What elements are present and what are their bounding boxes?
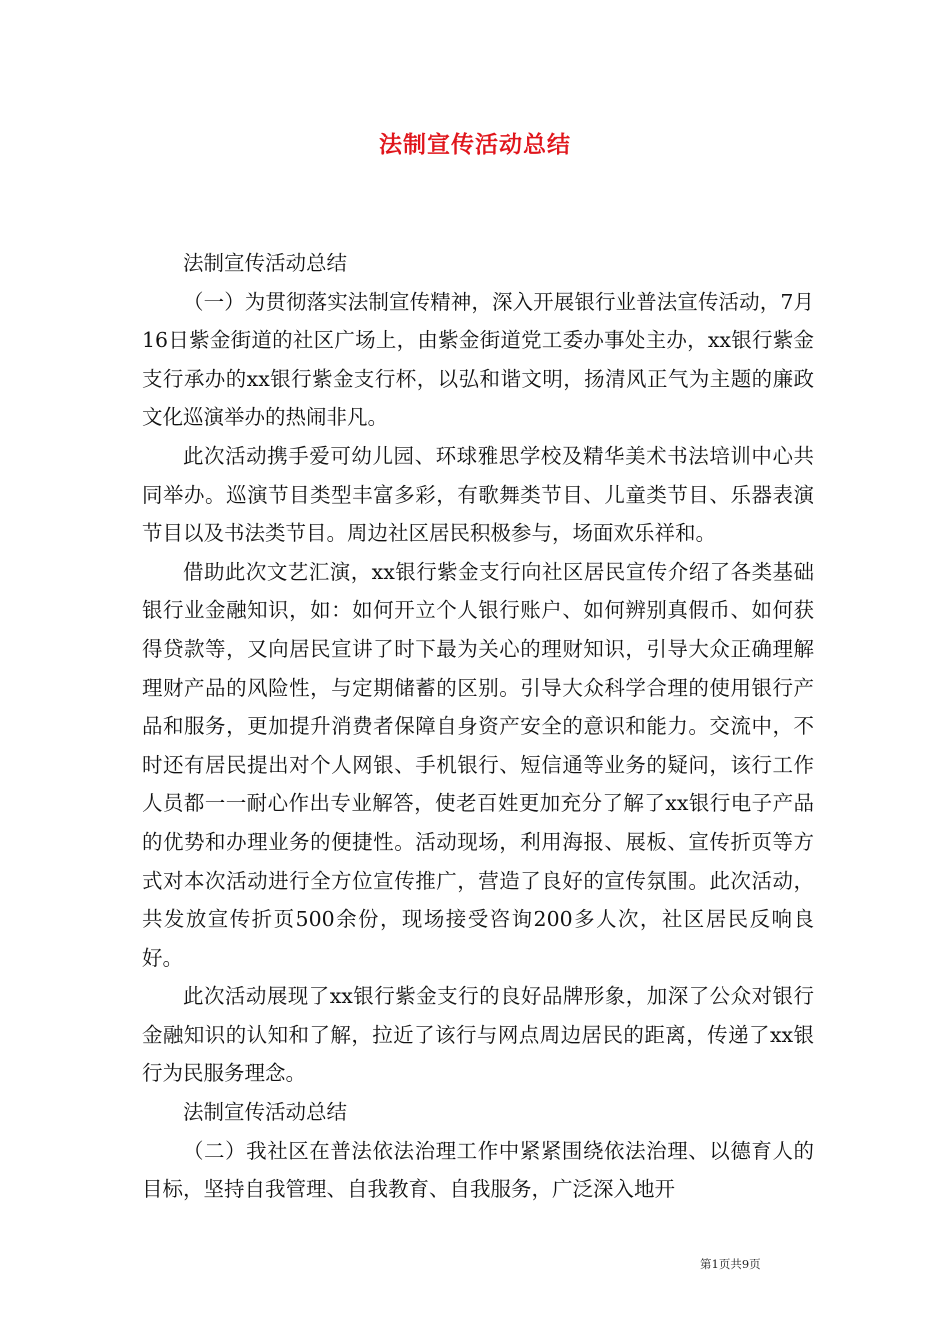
body-paragraph: （一）为贯彻落实法制宣传精神，深入开展银行业普法宣传活动，7月16日紫金街道的社区广场上，由紫金街道党工委办事处主办，xx银行紫金支行承办的xx银行紫金支行杯，以弘和谐文明，扬清风正气为主题的廉政文化巡演举办的热闹非凡。 [142, 289, 814, 430]
section-heading: 法制宣传活动总结 [183, 1100, 347, 1125]
document-title: 法制宣传活动总结 [379, 131, 571, 158]
body-paragraph: 此次活动携手爱可幼儿园、环球雅思学校及精华美术书法培训中心共同举办。巡演节目类型丰富多彩，有歌舞类节目、儿童类节目、乐器表演节目以及书法类节目。周边社区居民积极参与，场面欢乐祥和。 [142, 443, 814, 546]
document-body [142, 244, 814, 1209]
page-number: 第1页共9页 [700, 1257, 761, 1271]
section-heading: 法制宣传活动总结 [183, 251, 347, 275]
body-paragraph: 借助此次文艺汇演，xx银行紫金支行向社区居民宣传介绍了各类基础银行业金融知识，如：如何开立个人银行账户、如何辨别真假币、如何获得贷款等，又向居民宣讲了时下最为关心的理财知识，引导大众正确理解理财产品的风险性，与定期储蓄的区别。引导大众科学合理的使用银行产品和服务，更加提升消费者保障自身资产安全的意识和能力。交流中，不时还有居民提出对个人网银、手机银行、短信通等业务的疑问，该行工作人员都一一耐心作出专业解答，使老百姓更加充分了解了xx银行电子产品的优势和办理业务的便捷性。活动现场，利用海报、展板、宣传折页等方式对本次活动进行全方位宣传推广，营造了良好的宣传氛围。此次活动，共发放宣传折页500余份，现场接受咨询200多人次，社区居民反响良好。 [142, 559, 814, 970]
body-paragraph: （二）我社区在普法依法治理工作中紧紧围绕依法治理、以德育人的目标，坚持自我管理、自我教育、自我服务，广泛深入地开 [142, 1138, 814, 1202]
body-paragraph: 此次活动展现了xx银行紫金支行的良好品牌形象，加深了公众对银行金融知识的认知和了解，拉近了该行与网点周边居民的距离，传递了xx银行为民服务理念。 [142, 984, 814, 1086]
